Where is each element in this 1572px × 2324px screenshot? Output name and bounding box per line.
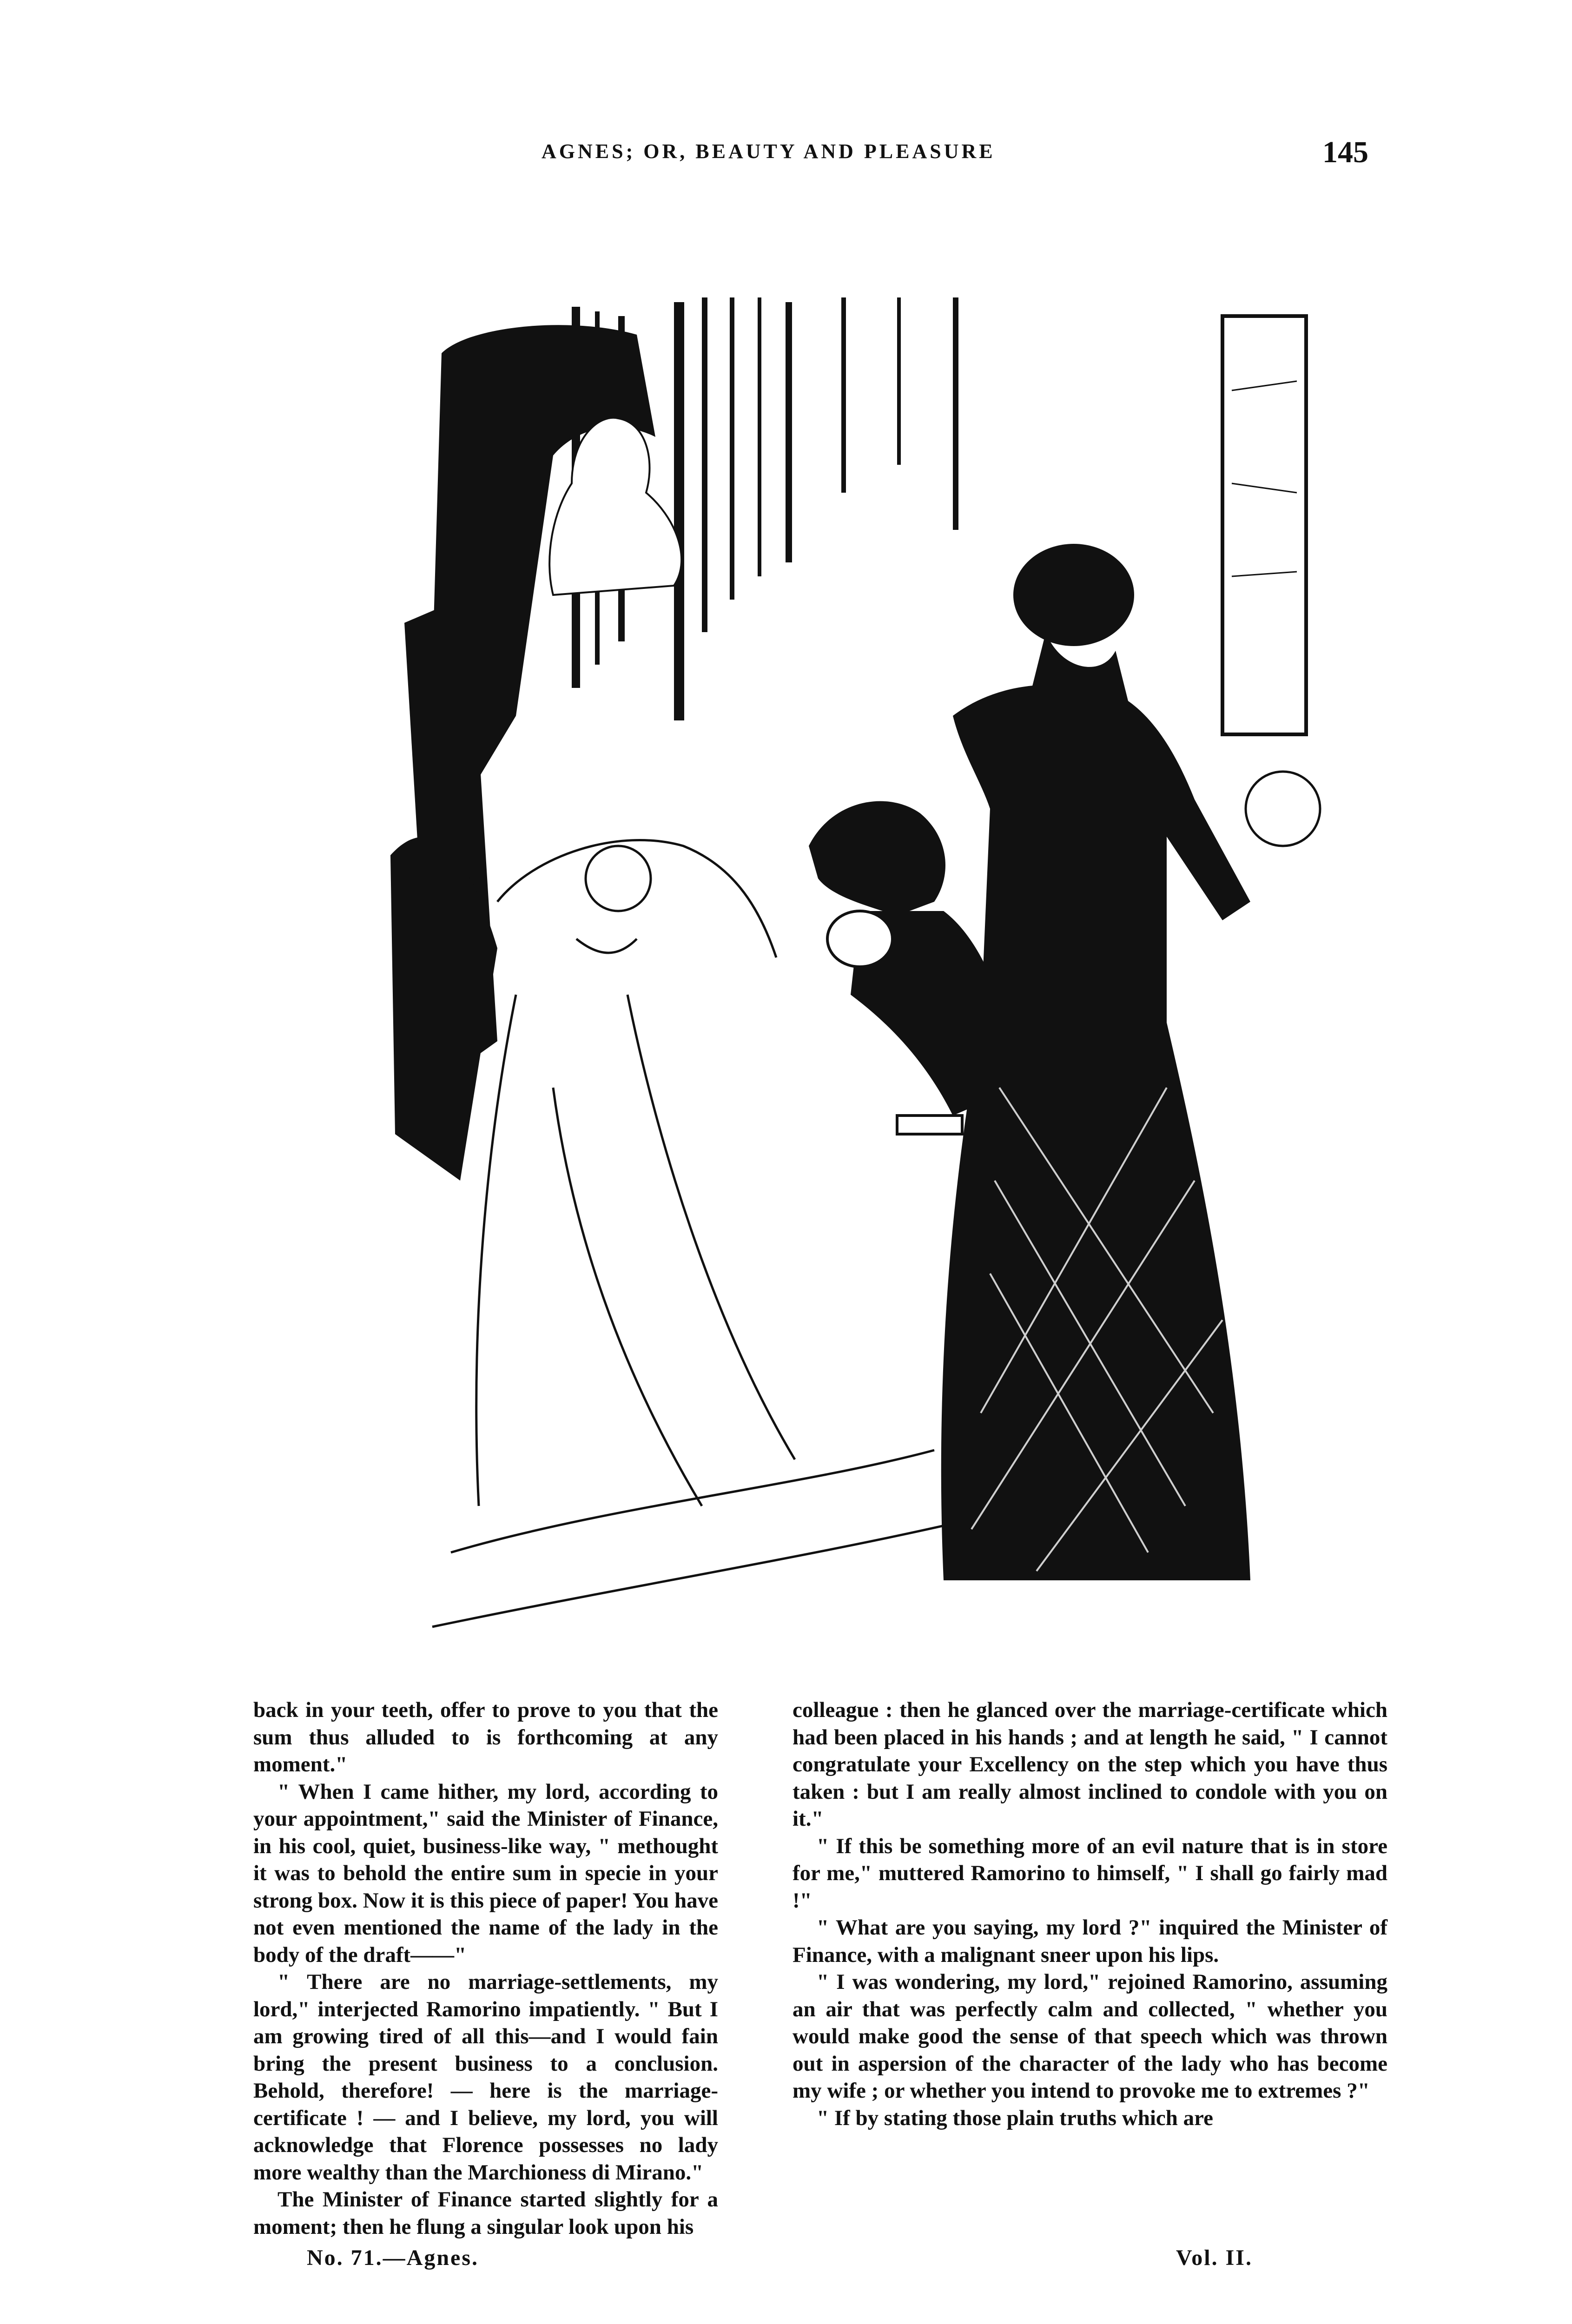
paragraph: " If by stating those plain truths which are: [817, 2106, 1214, 2130]
paragraph: The Minister of Finance started slightly for a moment; then he flung a singular look upon his: [253, 2187, 718, 2239]
paragraph: back in your teeth, offer to prove to you that the sum thus alluded to is forthcoming at any moment.": [253, 1698, 718, 1776]
volume-mark: Vol. II.: [1176, 2245, 1253, 2270]
paragraph: " What are you saying, my lord ?" inquired the Minister of Finance, with a malignant sneer upon his lips.: [793, 1915, 1387, 1967]
signature-mark: No. 71.—Agnes.: [307, 2245, 479, 2270]
paragraph: " There are no marriage-settlements, my lord," interjected Ramorino impatiently. " But I am growing tired of all this—and I would fain bring the present business to a conclusion. Behold, therefore! — here is the marriage-certificate ! — and I believe, my lord, you will acknowledge that Florence possesses no lady more wealthy than the Marchioness di Mirano.": [253, 1970, 718, 2185]
paragraph: " When I came hither, my lord, according to your appointment," said the Minister of Finance, in his cool, quiet, business-like way, " methought it was to behold the entire sum in specie in your strong box. Now it is this piece of paper! You have not even mentioned the name of the lady in the body of the draft——": [253, 1779, 718, 1967]
left-text-column: [253, 1697, 718, 2240]
paragraph: colleague : then he glanced over the marriage-certificate which had been placed in his hands ; and at length he said, " I cannot congratulate your Excellency on the step which you have thus taken : but I am really almost inclined to condole with you on it.": [793, 1698, 1387, 1831]
page-header: [0, 135, 1572, 177]
page-number: 145: [1322, 135, 1368, 169]
paragraph: " If this be something more of an evil nature that is in store for me," muttered Ramorino to himself, " I shall go fairly mad !": [793, 1834, 1387, 1913]
engraving-illustration: [376, 297, 1343, 1641]
paragraph: " I was wondering, my lord," rejoined Ramorino, assuming an air that was perfectly calm and collected, " whether you would make good the sense of that speech which was thrown out in aspersion of the character of the lady who has become my wife ; or whether you intend to provoke me to extremes ?": [793, 1970, 1387, 2103]
running-title: AGNES; OR, BEAUTY AND PLEASURE: [542, 140, 996, 163]
right-text-column: [793, 1697, 1387, 2132]
